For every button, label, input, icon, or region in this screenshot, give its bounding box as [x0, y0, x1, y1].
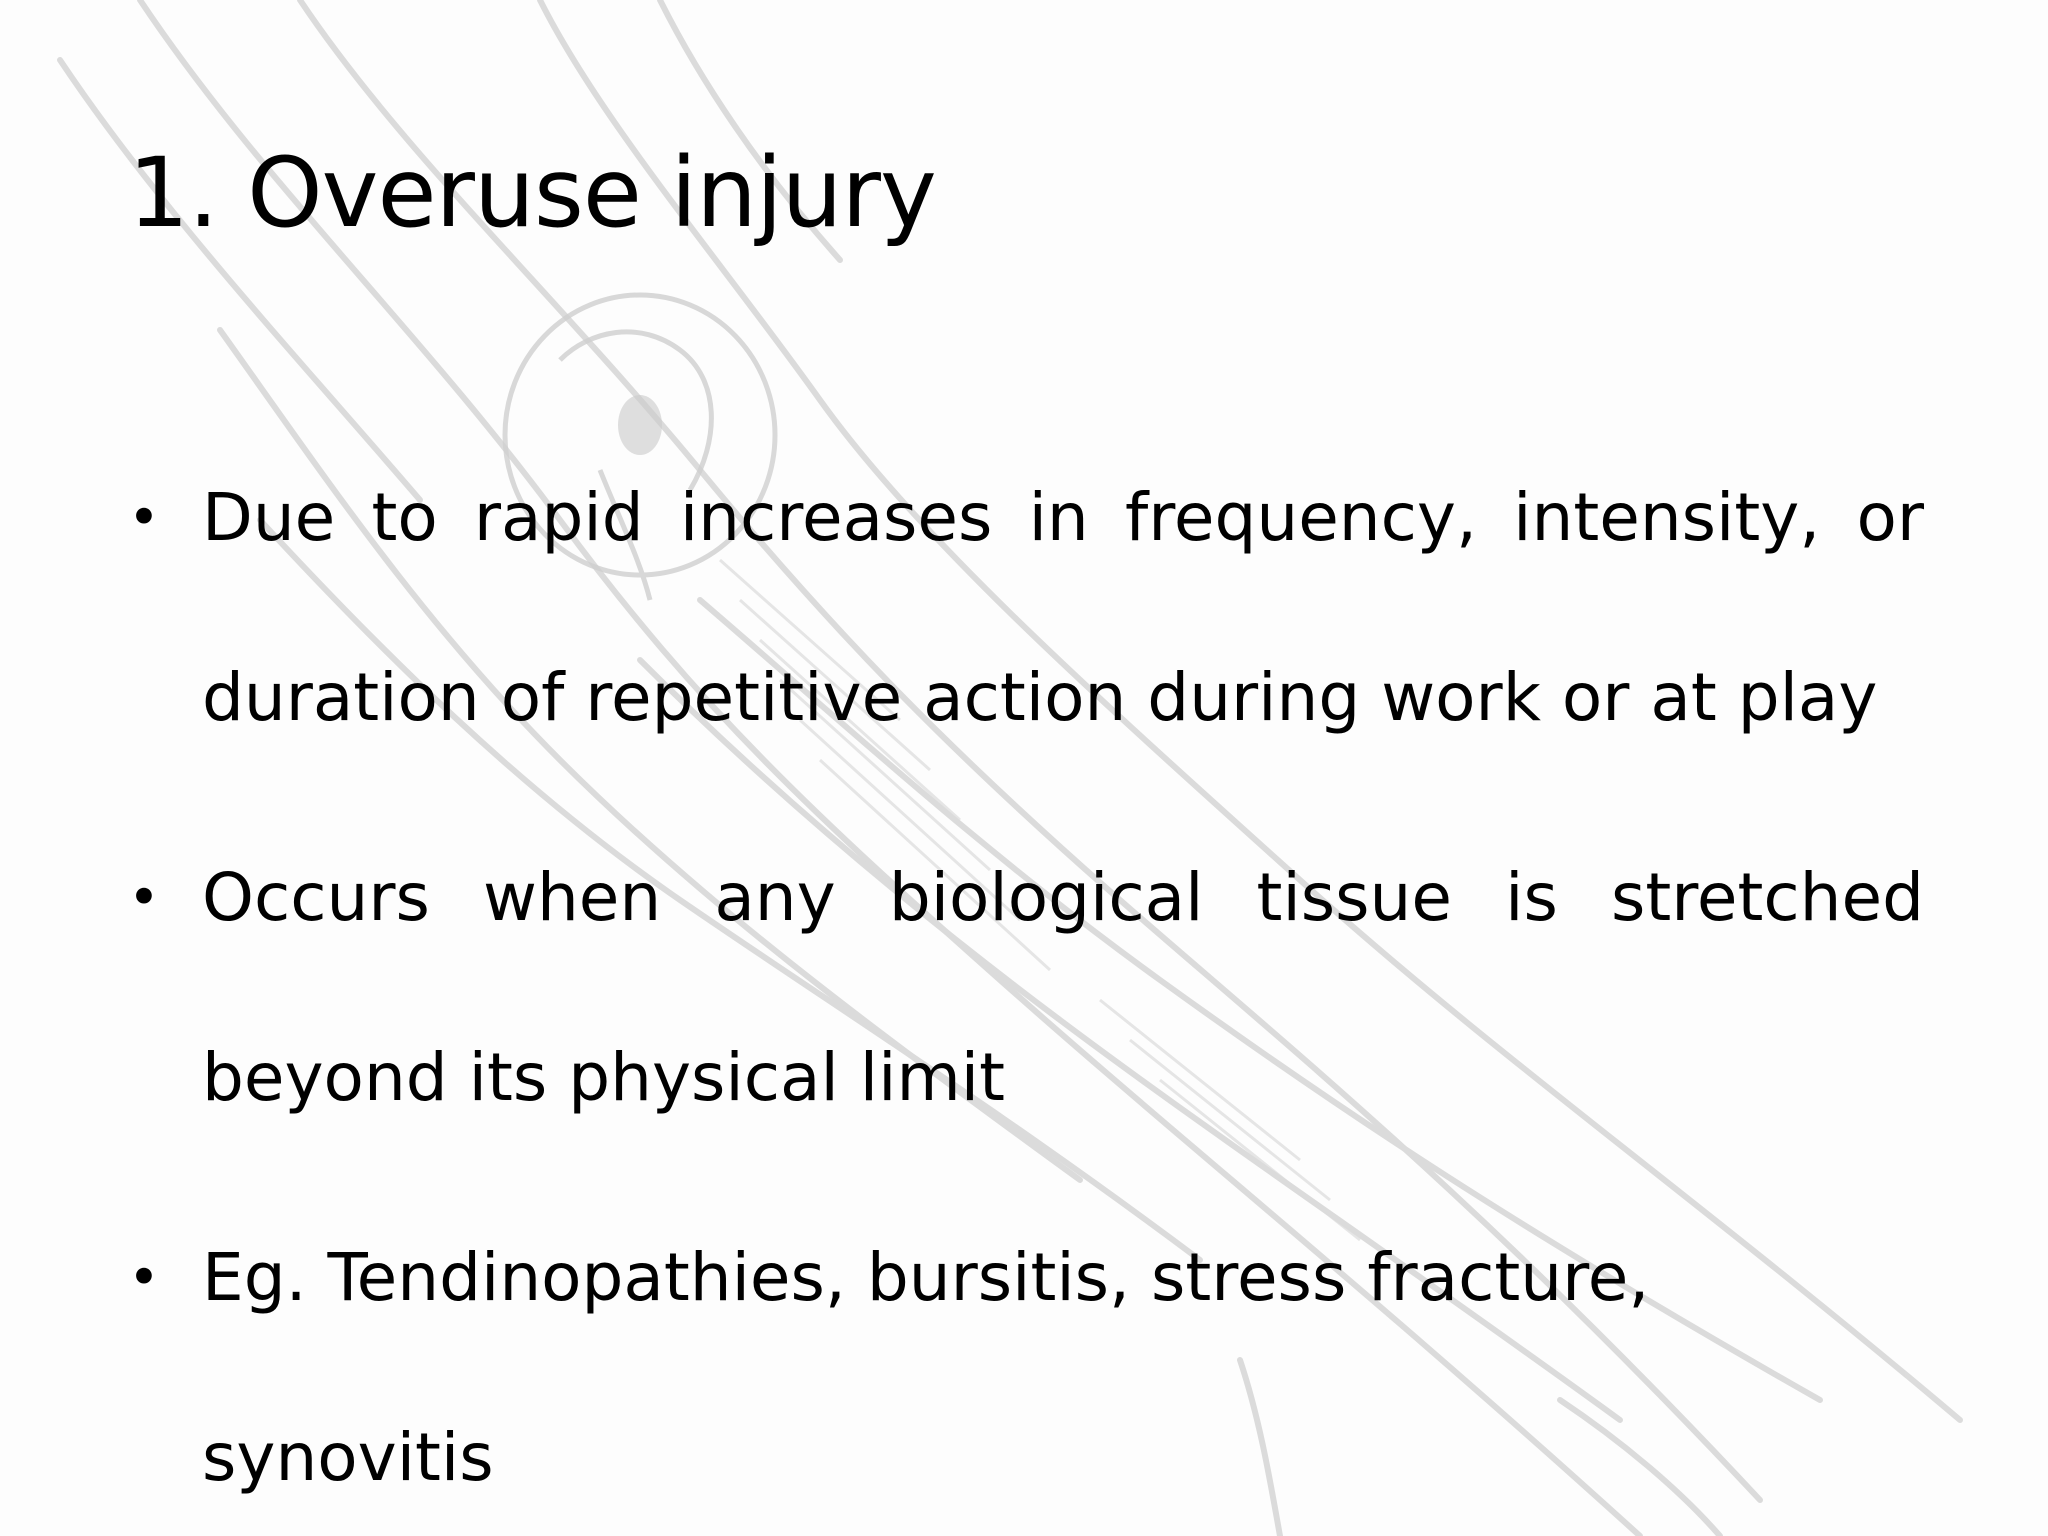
bullet-item: [124, 1188, 1924, 1536]
bullet-text: Due to rapid increases in frequency, intensity, or duration of repetitive action during work or at play: [202, 479, 1924, 736]
bullet-item: [124, 428, 1924, 788]
bullet-icon: •: [128, 486, 160, 549]
bullet-item: [124, 808, 1924, 1168]
bullet-icon: •: [128, 866, 160, 929]
bullet-icon: •: [128, 1246, 160, 1309]
bullet-text: Eg. Tendinopathies, bursitis, stress fracture, synovitis: [202, 1239, 1650, 1496]
bullet-list: [124, 428, 1924, 1536]
slide-title: 1. Overuse injury: [128, 137, 936, 249]
bullet-text: Occurs when any biological tissue is stretched beyond its physical limit: [202, 859, 1924, 1116]
